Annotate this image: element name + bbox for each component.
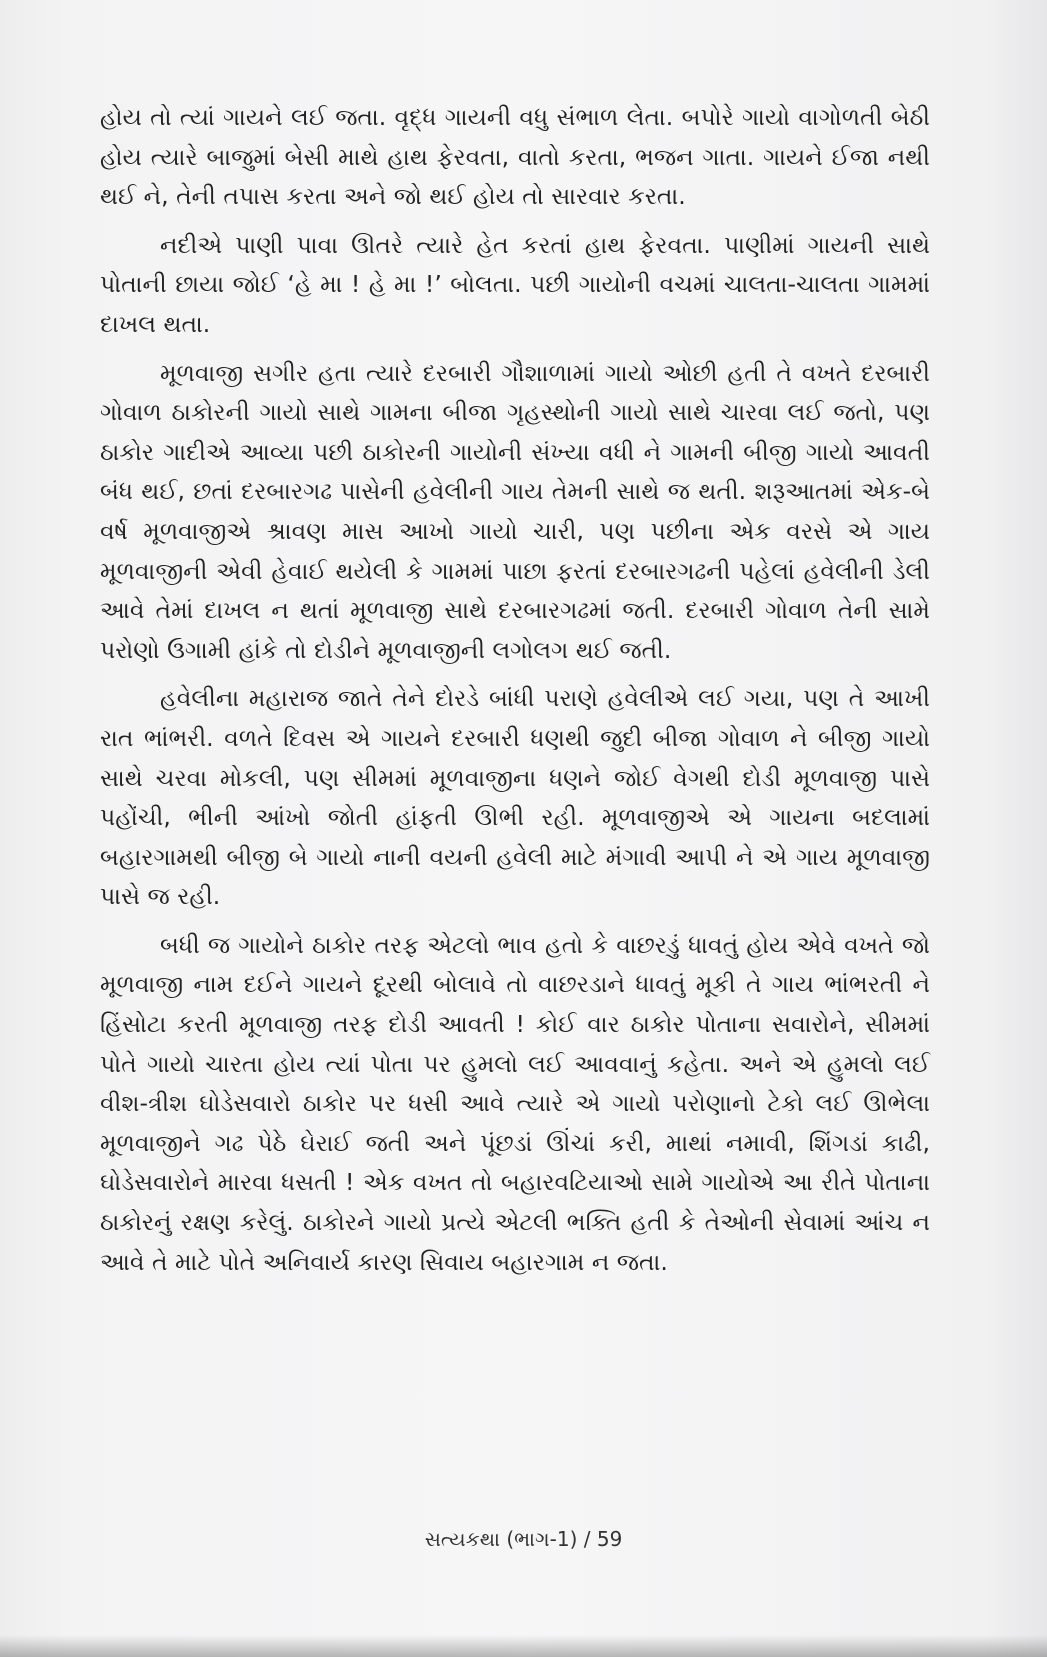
paragraph-1: હોય તો ત્યાં ગાયને લઈ જતા. વૃદ્ધ ગાયની વધુ સંભાળ લેતા. બપોરે ગાયો વાગોળતી બેઠી હોય ત્યારે બાજુમાં બેસી માથે હાથ ફેરવતા, વાતો કરતા, ભજન ગાતા. ગાયને ઈજા નથી થઈ ને, તેની તપાસ કરતા અને જો થઈ હોય તો સારવાર કરતા. bbox=[100, 103, 930, 211]
paragraph-5: બધી જ ગાયોને ઠાકોર તરફ એટલો ભાવ હતો કે વાછરડું ધાવતું હોય એવે વખતે જો મૂળવાજી નામ દઈને ગાયને દૂરથી બોલાવે તો વાછરડાને ધાવતું મૂકી તે ગાય ભાંભરતી ને હિંસોટા કરતી મૂળવાજી તરફ દોડી આવતી ! કોઈ વાર ઠાકોર પોતાના સવારોને, સીમમાં પોતે ગાયો ચારતા હોય ત્યાં પોતા પર હુમલો લઈ આવવાનું કહેતા. અને એ હુમલો લઈ વીશ-ત્રીશ ઘોડેસવારો ઠાકોર પર ધસી આવે ત્યારે એ ગાયો પરોણાનો ટેકો લઈ ઊભેલા મૂળવાજીને ગઢ પેઠે ઘેરાઈ જતી અને પૂંછડાં ઊંચાં કરી, માથાં નમાવી, શિંગડાં કાઢી, ઘોડેસવારોને મારવા ધસતી ! એક વખત તો બહારવટિયાઓ સામે ગાયોએ આ રીતે પોતાના ઠાકોરનું રક્ષણ કરેલું. ઠાકોરને ગાયો પ્રત્યે એટલી ભક્તિ હતી કે તેઓની સેવામાં આંચ ન આવે તે માટે પોતે અનિવાર્ય કારણ સિવાય બહારગામ ન જતા. bbox=[100, 930, 930, 1276]
page-footer: સત્યકથા (ભાગ-1) / 59 bbox=[424, 1527, 623, 1551]
paragraph-4: હવેલીના મહારાજ જાતે તેને દોરડે બાંધી પરાણે હવેલીએ લઈ ગયા, પણ તે આખી રાત ભાંભરી. વળતે દિવસ એ ગાયને દરબારી ધણથી જુદી બીજા ગોવાળ ને બીજી ગાયો સાથે ચરવા મોકલી, પણ સીમમાં મૂળવાજીના ધણને જોઈ વેગથી દોડી મૂળવાજી પાસે પહોંચી, ભીની આંખો જોતી હાંફતી ઊભી રહી. મૂળવાજીએ એ ગાયના બદલામાં બહારગામથી બીજી બે ગાયો નાની વયની હવેલી માટે મંગાવી આપી ને એ ગાય મૂળવાજી પાસે જ રહી. bbox=[100, 684, 930, 911]
page-body bbox=[100, 98, 930, 1291]
paragraph-2: નદીએ પાણી પાવા ઊતરે ત્યારે હેત કરતાં હાથ ફેરવતા. પાણીમાં ગાયની સાથે પોતાની છાયા જોઈ ‘હે મા ! હે મા !’ બોલતા. પછી ગાયોની વચમાં ચાલતા-ચાલતા ગામમાં દાખલ થતા. bbox=[100, 230, 930, 338]
paragraph-3: મૂળવાજી સગીર હતા ત્યારે દરબારી ગૌશાળામાં ગાયો ઓછી હતી તે વખતે દરબારી ગોવાળ ઠાકોરની ગાયો સાથે ગામના બીજા ગૃહસ્થોની ગાયો સાથે ચારવા લઈ જતો, પણ ઠાકોર ગાદીએ આવ્યા પછી ઠાકોરની ગાયોની સંખ્યા વધી ને ગામની બીજી ગાયો આવતી બંધ થઈ, છતાં દરબારગઢ પાસેની હવેલીની ગાય તેમની સાથે જ થતી. શરૂઆતમાં એક-બે વર્ષ મૂળવાજીએ શ્રાવણ માસ આખો ગાયો ચારી, પણ પછીના એક વરસે એ ગાય મૂળવાજીની એવી હેવાઈ થયેલી કે ગામમાં પાછા ફરતાં દરબારગઢની પહેલાં હવેલીની ડેલી આવે તેમાં દાખલ ન થતાં મૂળવાજી સાથે દરબારગઢમાં જતી. દરબારી ગોવાળ તેની સામે પરોણો ઉગામી હાંકે તો દોડીને મૂળવાજીની લગોલગ થઈ જતી. bbox=[100, 358, 930, 664]
page-edge-shadow bbox=[0, 1635, 1047, 1657]
